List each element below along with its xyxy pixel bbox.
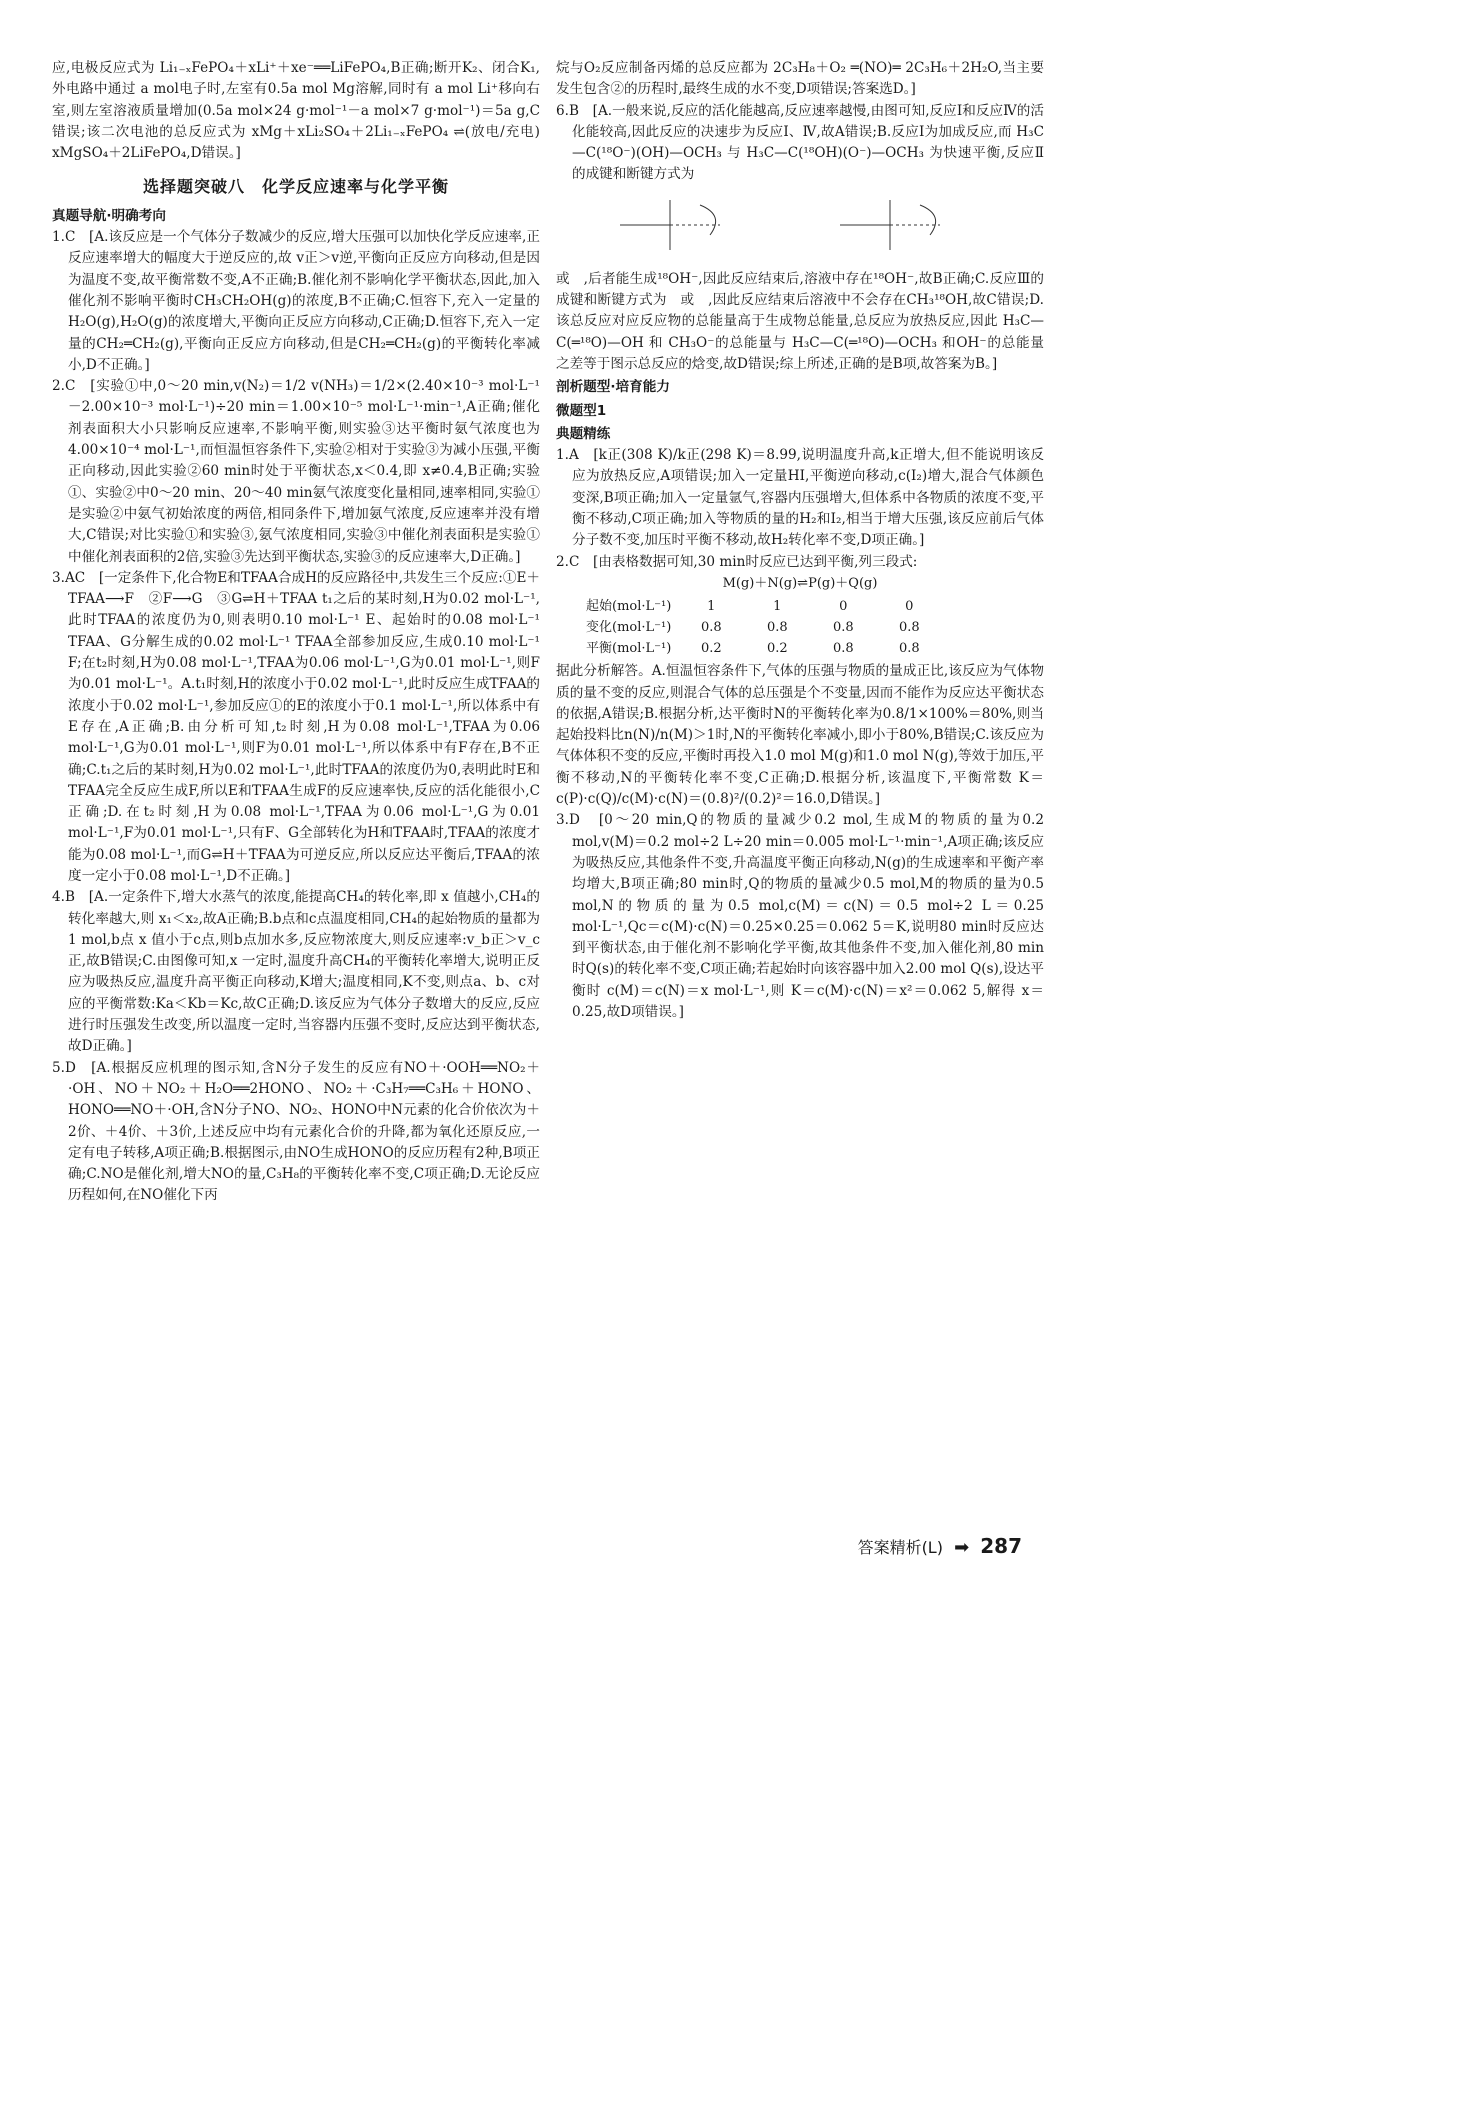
arrow-right-icon: ➡ [954, 1537, 970, 1558]
subsection-title: 真题导航·明确考向 [52, 207, 166, 224]
answer-6-part-b: 或 ,后者能生成¹⁸OH⁻,因此反应结束后,溶液中存在¹⁸OH⁻,故B正确;C.反应Ⅲ的成键和断键方式为 或 ,因此反应结束后溶液中不会存在CH₃¹⁸OH,故C错误;D.该总反应对应反应物的总能量高于生成物总能量,总反应为放热反应,因此 H₃C—C(═¹⁸O)—OH 和 CH₃O⁻的总能量与 H₃C—C(═¹⁸O)—OCH₃ 和OH⁻的总能量之差等于图示总反应的焓变,故D错误;综上所述,正确的是B项,故答案为B。] [556, 270, 1044, 372]
practice-answer-2-body: 据此分析解答。A.恒温恒容条件下,气体的压强与物质的量成正比,该反应为气体物质的量不变的反应,则混合气体的总压强是个不变量,因而不能作为反应达平衡状态的依据,A错误;B.根据分析,达平衡时N的平衡转化率为0.8/1×100%＝80%,则当起始投料比n(N)/n(M)＞1时,N的平衡转化率减小,即小于80%,B错误;C.该反应为气体体积不变的反应,平衡时再投入1.0 mol M(g)和1.0 mol N(g),等效于加压,平衡不移动,N的平衡转化率不变,C正确;D.根据分析,该温度下,平衡常数 K＝c(P)·c(Q)/c(M)·c(N)＝(0.8)²/(0.2)²＝16.0,D错误。] [556, 663, 1044, 808]
table-cell: 0.2 [766, 641, 788, 657]
table-row [586, 638, 949, 659]
left-column [52, 58, 540, 1207]
equilibrium-equation: M(g)＋N(g)⇌P(g)＋Q(g) [722, 575, 878, 591]
table-row [586, 596, 949, 617]
row-label: 平衡(mol·L⁻¹) [586, 641, 672, 657]
subsection-title-2: 剖析题型·培育能力 [556, 379, 670, 396]
table-cell: 1 [707, 599, 716, 615]
micro-topic-title: 微题型1 [556, 402, 607, 419]
practice-answer-1: 1.A [k正(308 K)/k正(298 K)＝8.99,说明温度升高,k正增大,但不能说明该反应为放热反应,A项错误;加入一定量HI,平衡逆向移动,c(I₂)增大,混合气体颜色变深,B项正确;加入一定量氩气,容器内压强增大,但体系中各物质的浓度不变,平衡不移动,C项正确;加入等物质的量的H₂和I₂,相当于增大压强,该反应前后气体分子数不变,加压时平衡不移动,故H₂转化率不变,D项正确。] [556, 447, 1044, 549]
page-footer [858, 1534, 1022, 1558]
right-column [556, 58, 1044, 1023]
answer-4: 4.B [A.一定条件下,增大水蒸气的浓度,能提高CH₄的转化率,即 x 值越小,CH₄的转化率越大,则 x₁＜x₂,故A正确;B.b点和c点温度相同,CH₄的起始物质的量都为1 mol,b点 x 值小于c点,则b点加水多,反应物浓度大,则反应速率:v_b正＞v_c正,故B错误;C.由图像可知,x 一定时,温度升高CH₄的平衡转化率增大,说明正反应为吸热反应,温度升高平衡正向移动,K增大;温度相同,K不变,则点a、b、c对应的平衡常数:Ka＜Kb＝Kc,故C正确;D.该反应为气体分子数增大的反应,反应进行时压强发生改变,所以温度一定时,当容器内压强不变时,反应达到平衡状态,故D正确。] [52, 889, 540, 1055]
table-cell: 0 [839, 599, 848, 615]
row-label: 变化(mol·L⁻¹) [586, 620, 672, 636]
paragraph-continued: 应,电极反应式为 Li₁₋ₓFePO₄＋xLi⁺＋xe⁻══LiFePO₄,B正确;断开K₂、闭合K₁,外电路中通过 a mol电子时,左室有0.5a mol Mg溶解,同时有 a mol Li⁺移向右室,则左室溶液质量增加(0.5a mol×24 g·mol⁻¹－a mol×7 g·mol⁻¹)＝5a g,C错误;该二次电池的总反应式为 xMg＋xLi₂SO₄＋2Li₁₋ₓFePO₄ ⇌(放电/充电) xMgSO₄＋2LiFePO₄,D错误。] [52, 60, 540, 162]
answer-5: 5.D [A.根据反应机理的图示知,含N分子发生的反应有NO＋·OOH══NO₂＋·OH、NO＋NO₂＋H₂O══2HONO、NO₂＋·C₃H₇══C₃H₆＋HONO、HONO══NO＋·OH,含N分子NO、NO₂、HONO中N元素的化合价依次为＋2价、＋4价、＋3价,上述反应中均有元素化合价的升降,都为氧化还原反应,一定有电子转移,A项正确;B.根据图示,由NO生成HONO的反应历程有2种,B项正确;C.NO是催化剂,增大NO的量,C₃H₈的平衡转化率不变,C项正确;D.无论反应历程如何,在NO催化下丙 [52, 1059, 540, 1204]
table-cell: 0.8 [898, 641, 920, 657]
footer-label: 答案精析(L) [857, 1538, 943, 1557]
answer-3: 3.AC [一定条件下,化合物E和TFAA合成H的反应路径中,共发生三个反应:①E＋TFAA⟶F ②F⟶G ③G⇌H＋TFAA t₁之后的某时刻,H为0.02 mol·L⁻¹,此时TFAA的浓度仍为0,则表明0.10 mol·L⁻¹ E、起始时的0.08 mol·L⁻¹ TFAA、G分解生成的0.02 mol·L⁻¹ TFAA全部参加反应,生成0.10 mol·L⁻¹ F;在t₂时刻,H为0.08 mol·L⁻¹,TFAA为0.06 mol·L⁻¹,G为0.01 mol·L⁻¹,则F为0.01 mol·L⁻¹。A.t₁时刻,H的浓度小于0.02 mol·L⁻¹,此时反应生成TFAA的浓度小于0.02 mol·L⁻¹,参加反应①的E的浓度小于0.1 mol·L⁻¹,所以体系中有E存在,A正确;B.由分析可知,t₂时刻,H为0.08 mol·L⁻¹,TFAA为0.06 mol·L⁻¹,G为0.01 mol·L⁻¹,则F为0.01 mol·L⁻¹,所以体系中有F存在,B不正确;C.t₁之后的某时刻,H为0.02 mol·L⁻¹,此时TFAA的浓度仍为0,表明此时E和TFAA完全反应生成F,所以E和TFAA生成F的反应速率快,反应的活化能很小,C正确;D.在t₂时刻,H为0.08 mol·L⁻¹,TFAA为0.06 mol·L⁻¹,G为0.01 mol·L⁻¹,F为0.01 mol·L⁻¹,只有F、G全部转化为H和TFAA时,TFAA的浓度才能为0.08 mol·L⁻¹,而G⇌H＋TFAA为可逆反应,所以反应达平衡后,TFAA的浓度一定小于0.08 mol·L⁻¹,D不正确。] [52, 569, 540, 884]
paragraph-continued-right: 烷与O₂反应制备丙烯的总反应都为 2C₃H₈＋O₂ ═(NO)═ 2C₃H₆＋2H₂O,当主要发生包含②的历程时,最终生成的水不变,D项错误;答案选D。] [556, 60, 1044, 98]
table-cell: 0.8 [898, 620, 920, 636]
section-title: 选择题突破八 化学反应速率与化学平衡 [142, 177, 449, 197]
answer-2: 2.C [实验①中,0～20 min,v(N₂)＝1/2 v(NH₃)＝1/2×(2.40×10⁻³ mol·L⁻¹－2.00×10⁻³ mol·L⁻¹)÷20 min＝1.00×10⁻⁵ mol·L⁻¹·min⁻¹,A正确;催化剂表面积大小只影响反应速率,不影响平衡,则实验③达平衡时氨气浓度也为4.00×10⁻⁴ mol·L⁻¹,而恒温恒容条件下,实验②相对于实验③为减小压强,平衡正向移动,因此实验②60 min时处于平衡状态,x＜0.4,即 x≠0.4,B正确;实验①、实验②中0～20 min、20～40 min氨气浓度变化量相同,速率相同,实验①是实验②中氨气初始浓度的两倍,相同条件下,增加氨气浓度,反应速率并没有增大,C错误;对比实验①和实验③,氨气浓度相同,实验③中催化剂表面积是实验①中催化剂表面积的2倍,实验③先达到平衡状态,实验③的反应速率大,D正确。] [52, 378, 540, 565]
practice-title: 典题精练 [556, 425, 611, 442]
table-cell: 0 [905, 599, 914, 615]
practice-answer-2-intro: 2.C [由表格数据可知,30 min时反应已达到平衡,列三段式: [556, 553, 918, 570]
table-cell: 1 [773, 599, 782, 615]
table-cell: 0.8 [766, 620, 788, 636]
bond-cleavage-diagram [590, 190, 1010, 260]
page-number: 287 [980, 1534, 1022, 1558]
row-label: 起始(mol·L⁻¹) [586, 599, 672, 615]
answer-1: 1.C [A.该反应是一个气体分子数减少的反应,增大压强可以加快化学反应速率,正反应速率增大的幅度大于逆反应的,故 v正＞v逆,平衡向正反应方向移动,但是因为温度不变,故平衡常数不变,A不正确;B.催化剂不影响化学平衡状态,因此,加入催化剂不影响平衡时CH₃CH₂OH(g)的浓度,B不正确;C.恒容下,充入一定量的H₂O(g),H₂O(g)的浓度增大,平衡向正反应方向移动,C正确;D.恒容下,充入一定量的CH₂═CH₂(g),平衡向正反应方向移动,但是CH₂═CH₂(g)的平衡转化率减小,D不正确。] [52, 229, 540, 373]
table-cell: 0.8 [832, 641, 854, 657]
practice-answer-3: 3.D [0～20 min,Q的物质的量减少0.2 mol,生成M的物质的量为0.2 mol,v(M)＝0.2 mol÷2 L÷20 min＝0.005 mol·L⁻¹·min⁻¹,A项正确;该反应为吸热反应,其他条件不变,升高温度平衡正向移动,N(g)的生成速率和平衡产率均增大,B项正确;80 min时,Q的物质的量减少0.5 mol,M的物质的量为0.5 mol,N的物质的量为0.5 mol,c(M)＝c(N)＝0.5 mol÷2 L＝0.25 mol·L⁻¹,Qc＝c(M)·c(N)＝0.25×0.25＝0.062 5＝K,说明80 min时反应达到平衡状态,由于催化剂不影响化学平衡,故其他条件不变,加入催化剂,80 min时Q(s)的转化率不变,C项正确;若起始时向该容器中加入2.00 mol Q(s),设达平衡时 c(M)＝c(N)＝x mol·L⁻¹,则 K＝c(M)·c(N)＝x²＝0.062 5,解得 x＝0.25,故D项错误。] [556, 812, 1044, 1020]
table-row [586, 617, 949, 638]
table-cell: 0.2 [700, 641, 722, 657]
mechanism-structure-diagram [556, 190, 1044, 265]
answer-6-part-a: 6.B [A.一般来说,反应的活化能越高,反应速率越慢,由图可知,反应Ⅰ和反应Ⅳ的活化能较高,因此反应的决速步为反应Ⅰ、Ⅳ,故A错误;B.反应Ⅰ为加成反应,而 H₃C—C(¹⁸O⁻)(OH)—OCH₃ 与 H₃C—C(¹⁸OH)(O⁻)—OCH₃ 为快速平衡,反应Ⅱ的成键和断键方式为 [556, 102, 1044, 183]
table-cell: 0.8 [832, 620, 854, 636]
three-stage-table [586, 596, 949, 659]
table-cell: 0.8 [700, 620, 722, 636]
